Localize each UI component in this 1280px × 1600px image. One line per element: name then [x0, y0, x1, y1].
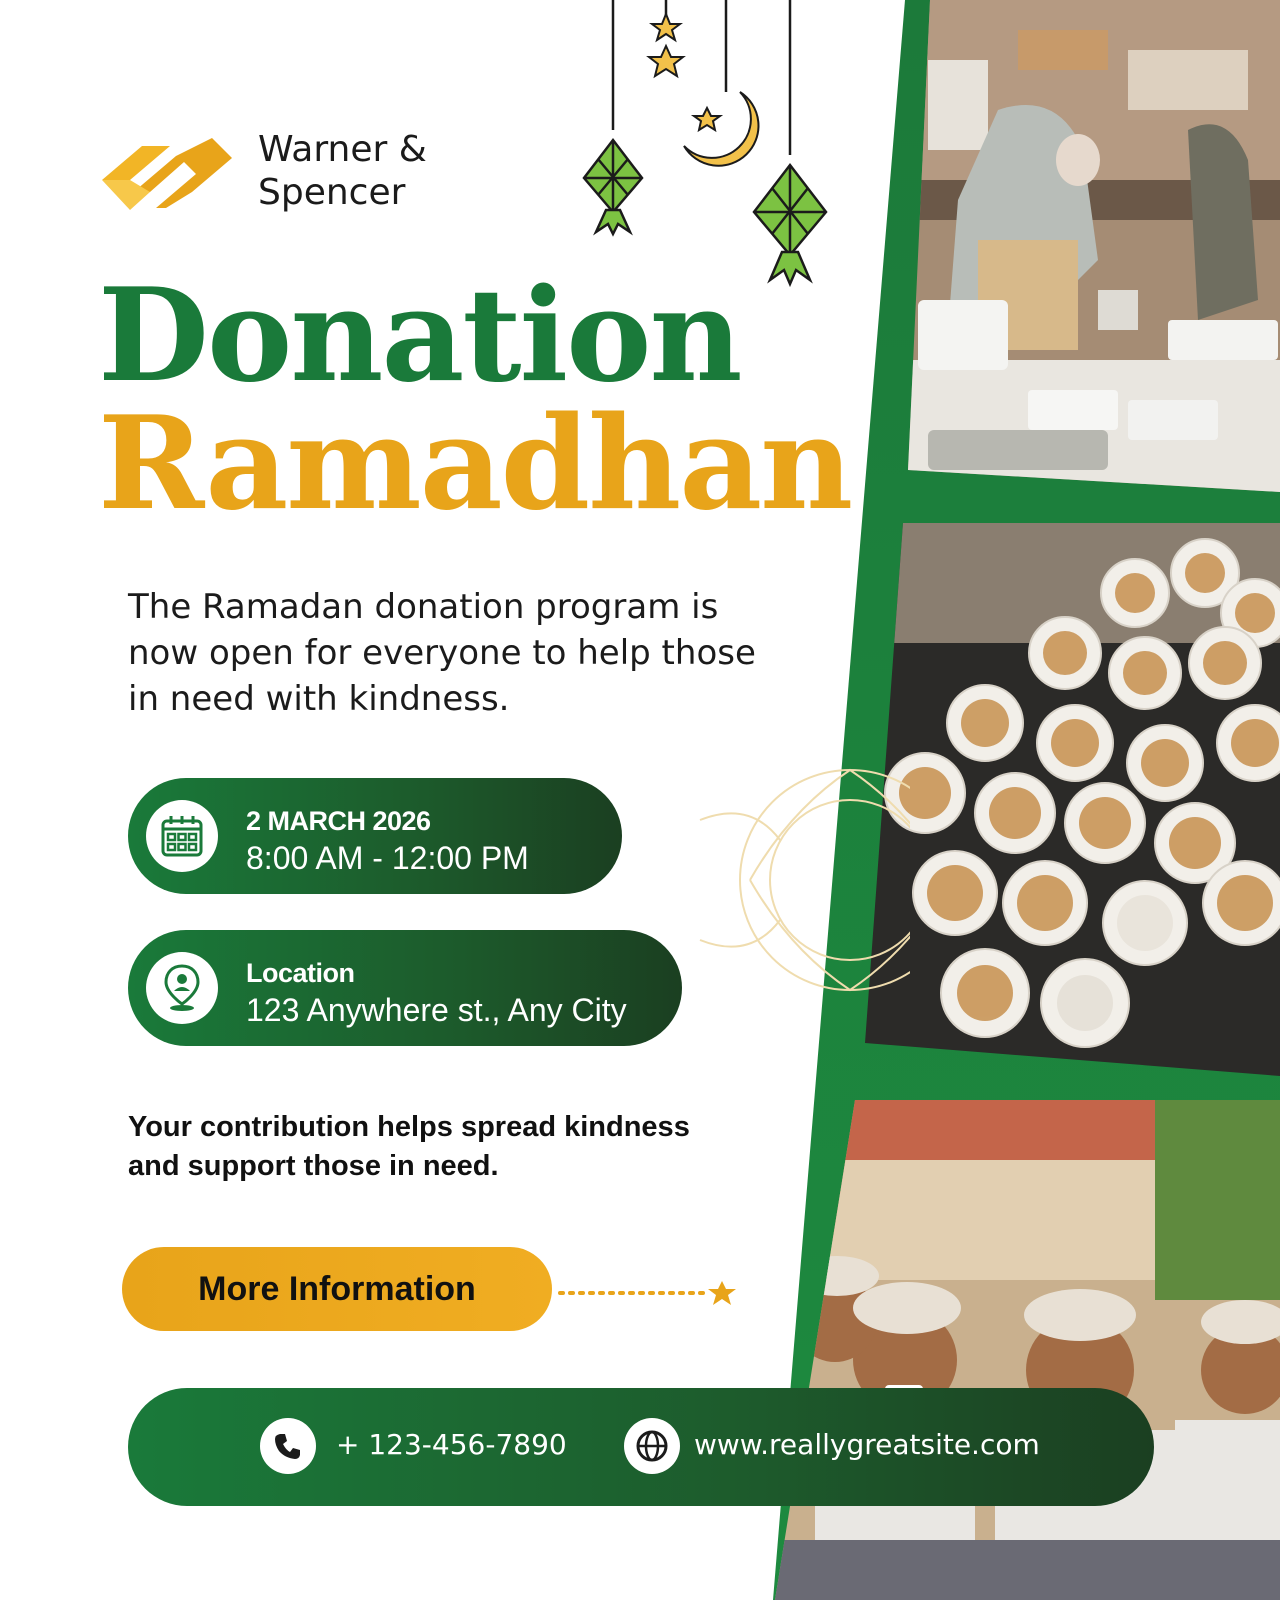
globe-icon	[624, 1418, 680, 1474]
location-pill	[128, 930, 682, 1046]
tagline: Your contribution helps spread kindness and support those in need.	[128, 1111, 690, 1182]
title-ramadhan: Ramadhan	[98, 389, 852, 539]
event-date: 2 MARCH 2026	[246, 806, 431, 836]
event-time: 8:00 AM - 12:00 PM	[246, 840, 529, 876]
website-link[interactable]: www.reallygreatsite.com	[694, 1428, 1040, 1461]
phone-number[interactable]: + 123-456-7890	[336, 1428, 567, 1461]
photo-food-bowls	[865, 523, 1280, 1076]
ketupat-icon	[754, 165, 826, 284]
dotted-arrow-star-icon	[556, 1277, 742, 1309]
photo-volunteers	[908, 0, 1280, 492]
date-time-pill	[128, 778, 622, 894]
star-icon	[649, 14, 720, 130]
location-label: Location	[246, 958, 355, 988]
phone-icon	[260, 1418, 316, 1474]
calendar-icon	[146, 800, 218, 872]
program-description: The Ramadan donation program is now open for everyone to help those in need with kindness.	[128, 587, 756, 719]
hanging-ornaments	[580, 0, 850, 300]
location-address: 123 Anywhere st., Any City	[246, 992, 627, 1028]
ketupat-icon	[584, 140, 642, 234]
location-pin-icon	[146, 952, 218, 1024]
brand-logo-icon	[100, 128, 232, 214]
photo-children	[775, 1100, 1280, 1600]
more-information-button[interactable]: More Information	[122, 1247, 552, 1331]
title-donation: Donation	[98, 261, 741, 411]
brand-name: Warner & Spencer	[258, 129, 427, 213]
crescent-moon-icon	[684, 92, 758, 166]
mandala-decoration	[690, 700, 910, 1060]
contact-bar	[128, 1388, 1154, 1506]
